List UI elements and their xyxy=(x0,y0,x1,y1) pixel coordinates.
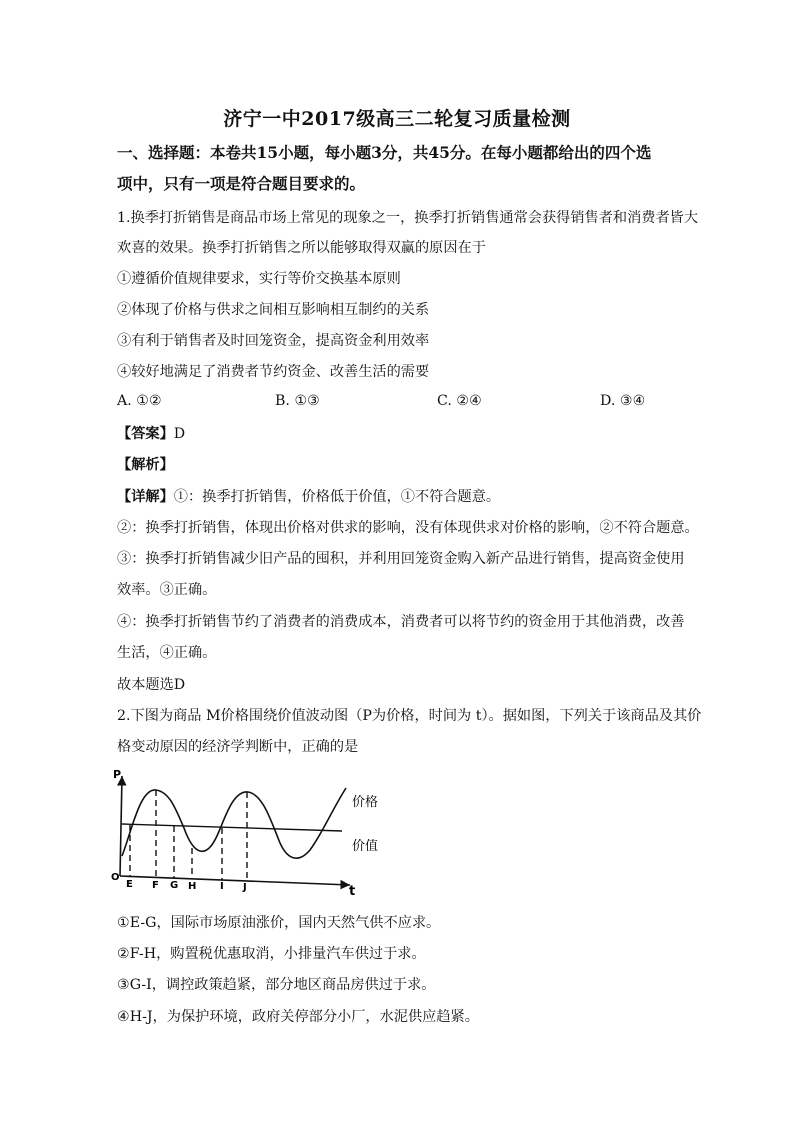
q1-stem-line-1: 1.换季打折销售是商品市场上常见的现象之一，换季打折销售通常会获得销售者和消费者皆大 xyxy=(117,210,699,226)
value-line-label: 价值 xyxy=(352,839,379,854)
detail-line-3a: ③：换季打折销售减少旧产品的囤积，并利用回笼资金购入新产品进行销售，提高资金使用 xyxy=(117,551,685,567)
detail-label: 【详解】 xyxy=(117,489,174,505)
detail-line-3b: 效率。③正确。 xyxy=(117,582,217,598)
q2-item-1: ①E-G，国际市场原油涨价，国内天然气供不应求。 xyxy=(117,915,441,931)
point-label-h: H xyxy=(188,881,197,892)
x-axis-label: t xyxy=(349,884,356,898)
point-label-f: F xyxy=(152,880,159,891)
analysis-label xyxy=(117,455,689,475)
point-label-g: G xyxy=(170,880,179,891)
value-line xyxy=(122,824,342,831)
q1-item-3: ③有利于销售者及时回笼资金，提高资金利用效率 xyxy=(117,333,430,349)
detail-text-1: ①：换季打折销售，价格低于价值，①不符合题意。 xyxy=(173,489,501,505)
detail-line-1 xyxy=(117,487,689,507)
detail-line-2: ②：换季打折销售，体现出价格对供求的影响，没有体现供求对价格的影响，②不符合题意。 xyxy=(117,520,699,536)
detail-line-4b: 生活，④正确。 xyxy=(117,645,217,661)
answer-label: 【答案】 xyxy=(117,426,174,442)
y-axis-label: P xyxy=(113,768,122,781)
price-curve-label: 价格 xyxy=(352,795,379,810)
q2-stem-line-1: 2.下图为商品 M价格围绕价值波动图（P为价格，时间为 t）。据如图，下列关于该商品及其价 xyxy=(117,708,702,724)
point-label-e: E xyxy=(126,879,133,890)
q1-conclusion: 故本题选D xyxy=(117,677,186,693)
analysis-label-text: 【解析】 xyxy=(117,457,174,473)
q2-item-2: ②F-H，购置税优惠取消，小排量汽车供过于求。 xyxy=(117,946,426,962)
document-title: 济宁一中2017级高三二轮复习质量检测 xyxy=(223,108,571,130)
q1-options xyxy=(117,393,689,415)
answer-value: D xyxy=(173,426,186,442)
q1-item-2: ②体现了价格与供求之间相互影响相互制约的关系 xyxy=(117,302,430,318)
q1-stem-line-2: 欢喜的效果。换季打折销售之所以能够取得双赢的原因在于 xyxy=(117,240,486,256)
detail-line-4a: ④：换季打折销售节约了消费者的消费成本，消费者可以将节约的资金用于其他消费，改善 xyxy=(117,614,685,630)
q1-option-c: C. ②④ xyxy=(437,393,482,409)
q1-option-b: B. ①③ xyxy=(275,393,320,409)
q1-option-a: A. ①② xyxy=(117,393,162,409)
section-heading-line-1: 一、选择题：本卷共15小题，每小题3分，共45分。在每小题都给出的四个选 xyxy=(117,143,652,162)
q1-item-1: ①遵循价值规律要求，实行等价交换基本原则 xyxy=(117,271,401,287)
origin-label: O xyxy=(111,872,120,883)
q1-answer-line xyxy=(117,424,689,444)
point-label-j: J xyxy=(243,882,247,893)
point-label-i: I xyxy=(220,881,224,892)
q1-item-4: ④较好地满足了消费者节约资金、改善生活的需要 xyxy=(117,364,430,380)
price-value-fluctuation-diagram xyxy=(110,768,390,898)
section-heading-line-2: 项中，只有一项是符合题目要求的。 xyxy=(117,174,366,193)
y-axis xyxy=(120,776,122,876)
q2-item-3: ③G-I，调控政策趋紧，部分地区商品房供过于求。 xyxy=(117,977,436,993)
q2-stem-line-2: 格变动原因的经济学判断中，正确的是 xyxy=(117,739,359,755)
q2-item-4: ④H-J，为保护环境，政府关停部分小厂，水泥供应趋紧。 xyxy=(117,1009,479,1025)
q1-option-d: D. ③④ xyxy=(600,393,646,409)
